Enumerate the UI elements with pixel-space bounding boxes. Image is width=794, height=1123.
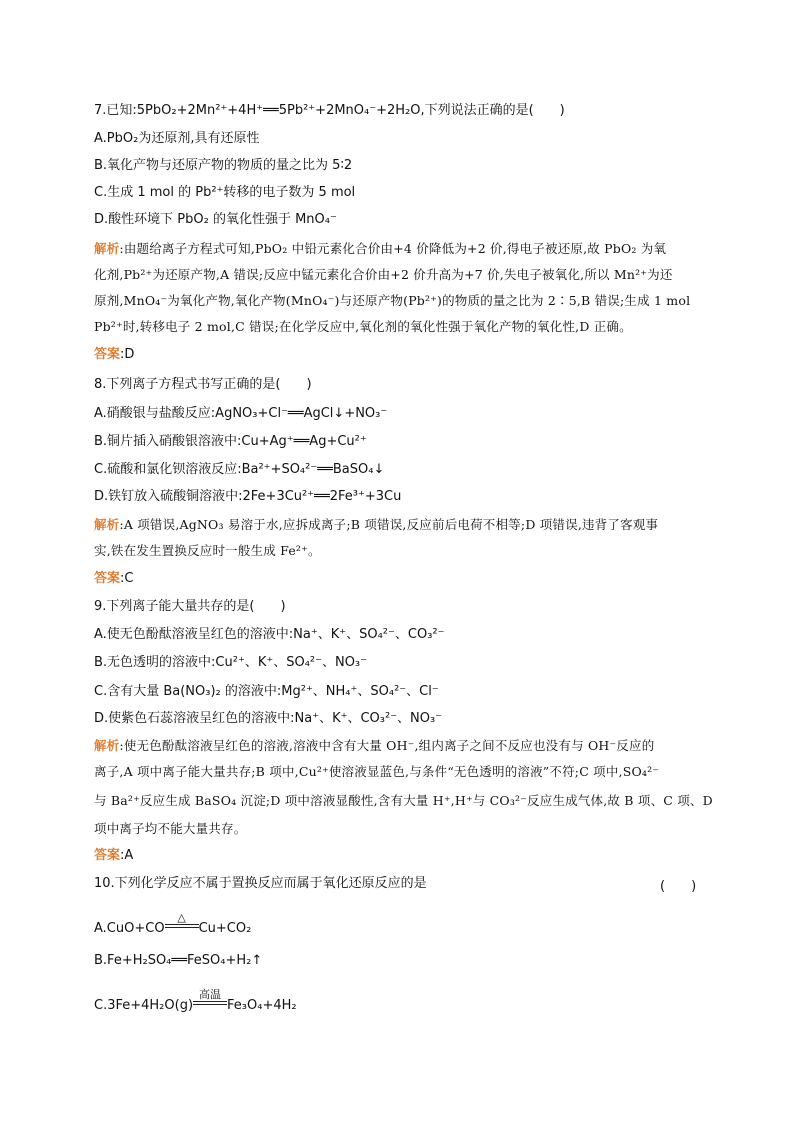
question-10-option-b: B.Fe+H₂SO₄══FeSO₄+H₂↑ bbox=[94, 953, 263, 968]
question-7-explanation-line-3: 原剂,MnO₄⁻为氧化产物,氧化产物(MnO₄⁻)与还原产物(Pb²⁺)的物质的量之比为 2∶5,B 错误;生成 1 mol bbox=[94, 293, 691, 308]
option-c-products: Fe₃O₄+4H₂ bbox=[227, 998, 297, 1013]
question-9-option-b: B.无色透明的溶液中:Cu²⁺、K⁺、SO₄²⁻、NO₃⁻ bbox=[94, 655, 368, 670]
answer-label: 答案 bbox=[94, 571, 121, 586]
explanation-text: :使无色酚酞溶液呈红色的溶液,溶液中含有大量 OH⁻,组内离子之间不反应也没有与 OH⁻反应的 bbox=[119, 738, 655, 753]
answer-value: :A bbox=[120, 848, 134, 863]
question-9-option-a: A.使无色酚酞溶液呈红色的溶液中:Na⁺、K⁺、SO₄²⁻、CO₃²⁻ bbox=[94, 627, 445, 642]
question-9-option-c: C.含有大量 Ba(NO₃)₂ 的溶液中:Mg²⁺、NH₄⁺、SO₄²⁻、Cl⁻ bbox=[94, 684, 439, 699]
question-10-stem: 10.下列化学反应不属于置换反应而属于氧化还原反应的是 bbox=[94, 876, 427, 891]
question-10-option-a bbox=[94, 911, 252, 938]
answer-value: :D bbox=[120, 347, 135, 362]
equals-line bbox=[165, 927, 199, 928]
reaction-condition-arrow bbox=[193, 988, 227, 1009]
question-9-stem: 9.下列离子能大量共存的是( ) bbox=[94, 599, 286, 614]
question-8-explanation-line-1 bbox=[94, 516, 658, 534]
answer-label: 答案 bbox=[94, 848, 121, 863]
question-7-answer bbox=[94, 346, 134, 364]
explanation-text: :A 项错误,AgNO₃ 易溶于水,应拆成离子;B 项错误,反应前后电荷不相等;D 项错误,违背了客观事 bbox=[119, 517, 659, 532]
question-9-option-d: D.使紫色石蕊溶液呈红色的溶液中:Na⁺、K⁺、CO₃²⁻、NO₃⁻ bbox=[94, 711, 443, 726]
question-9-explanation-line-1 bbox=[94, 737, 654, 755]
question-7-explanation-line-1 bbox=[94, 240, 666, 258]
question-9-explanation-line-3: 与 Ba²⁺反应生成 BaSO₄ 沉淀;D 项中溶液显酸性,含有大量 H⁺,H⁺与 CO₃²⁻反应生成气体,故 B 项、C 项、D bbox=[94, 793, 713, 808]
question-9-explanation-line-2: 离子,A 项中离子能大量共存;B 项中,Cu²⁺使溶液显蓝色,与条件“无色透明的溶液”不符;C 项中,SO₄²⁻ bbox=[94, 764, 660, 779]
answer-value: :C bbox=[120, 571, 134, 586]
explanation-label: 解析 bbox=[94, 738, 120, 753]
explanation-text: :由题给离子方程式可知,PbO₂ 中铅元素化合价由+4 价降低为+2 价,得电子被还原,故 PbO₂ 为氧 bbox=[119, 241, 667, 256]
option-a-reactants: A.CuO+CO bbox=[94, 921, 165, 936]
explanation-label: 解析 bbox=[94, 241, 120, 256]
question-8-option-d: D.铁钉放入硫酸铜溶液中:2Fe+3Cu²⁺══2Fe³⁺+3Cu bbox=[94, 489, 402, 504]
question-7-option-b: B.氧化产物与还原产物的物质的量之比为 5∶2 bbox=[94, 158, 353, 173]
high-temperature-label: 高温 bbox=[199, 988, 222, 1001]
option-a-products: Cu+CO₂ bbox=[198, 921, 252, 936]
question-7-stem: 7.已知:5PbO₂+2Mn²⁺+4H⁺══5Pb²⁺+2MnO₄⁻+2H₂O,下列说法正确的是( ) bbox=[94, 103, 565, 118]
question-9-explanation-line-4: 项中离子均不能大量共存。 bbox=[94, 821, 247, 836]
question-9-answer bbox=[94, 847, 133, 865]
question-8-option-b: B.铜片插入硝酸银溶液中:Cu+Ag⁺══Ag+Cu²⁺ bbox=[94, 434, 367, 449]
question-7-explanation-line-2: 化剂,Pb²⁺为还原产物,A 错误;反应中锰元素化合价由+2 价升高为+7 价,失电子被氧化,所以 Mn²⁺为还 bbox=[94, 267, 673, 282]
question-8-option-a: A.硝酸银与盐酸反应:AgNO₃+Cl⁻══AgCl↓+NO₃⁻ bbox=[94, 406, 388, 421]
equals-line bbox=[193, 1001, 227, 1002]
option-c-reactants: C.3Fe+4H₂O(g) bbox=[94, 998, 194, 1013]
answer-label: 答案 bbox=[94, 347, 121, 362]
equals-line bbox=[193, 1004, 227, 1005]
question-7-option-c: C.生成 1 mol 的 Pb²⁺转移的电子数为 5 mol bbox=[94, 185, 356, 200]
question-8-option-c: C.硫酸和氯化钡溶液反应:Ba²⁺+SO₄²⁻══BaSO₄↓ bbox=[94, 462, 385, 477]
equals-line bbox=[165, 924, 199, 925]
explanation-label: 解析 bbox=[94, 517, 120, 532]
question-7-option-a: A.PbO₂为还原剂,具有还原性 bbox=[94, 131, 260, 146]
heat-symbol: △ bbox=[177, 911, 186, 924]
question-8-explanation-line-2: 实,铁在发生置换反应时一般生成 Fe²⁺。 bbox=[94, 543, 321, 558]
question-7-explanation-line-4: Pb²⁺时,转移电子 2 mol,C 错误;在化学反应中,氧化剂的氧化性强于氧化产物的氧化性,D 正确。 bbox=[94, 319, 632, 334]
question-7-option-d: D.酸性环境下 PbO₂ 的氧化性强于 MnO₄⁻ bbox=[94, 212, 337, 227]
question-8-answer bbox=[94, 570, 133, 588]
question-8-stem: 8.下列离子方程式书写正确的是( ) bbox=[94, 377, 312, 392]
question-10-answer-blank: ( ) bbox=[660, 879, 697, 894]
reaction-condition-arrow bbox=[165, 911, 199, 932]
question-10-option-c bbox=[94, 988, 297, 1015]
